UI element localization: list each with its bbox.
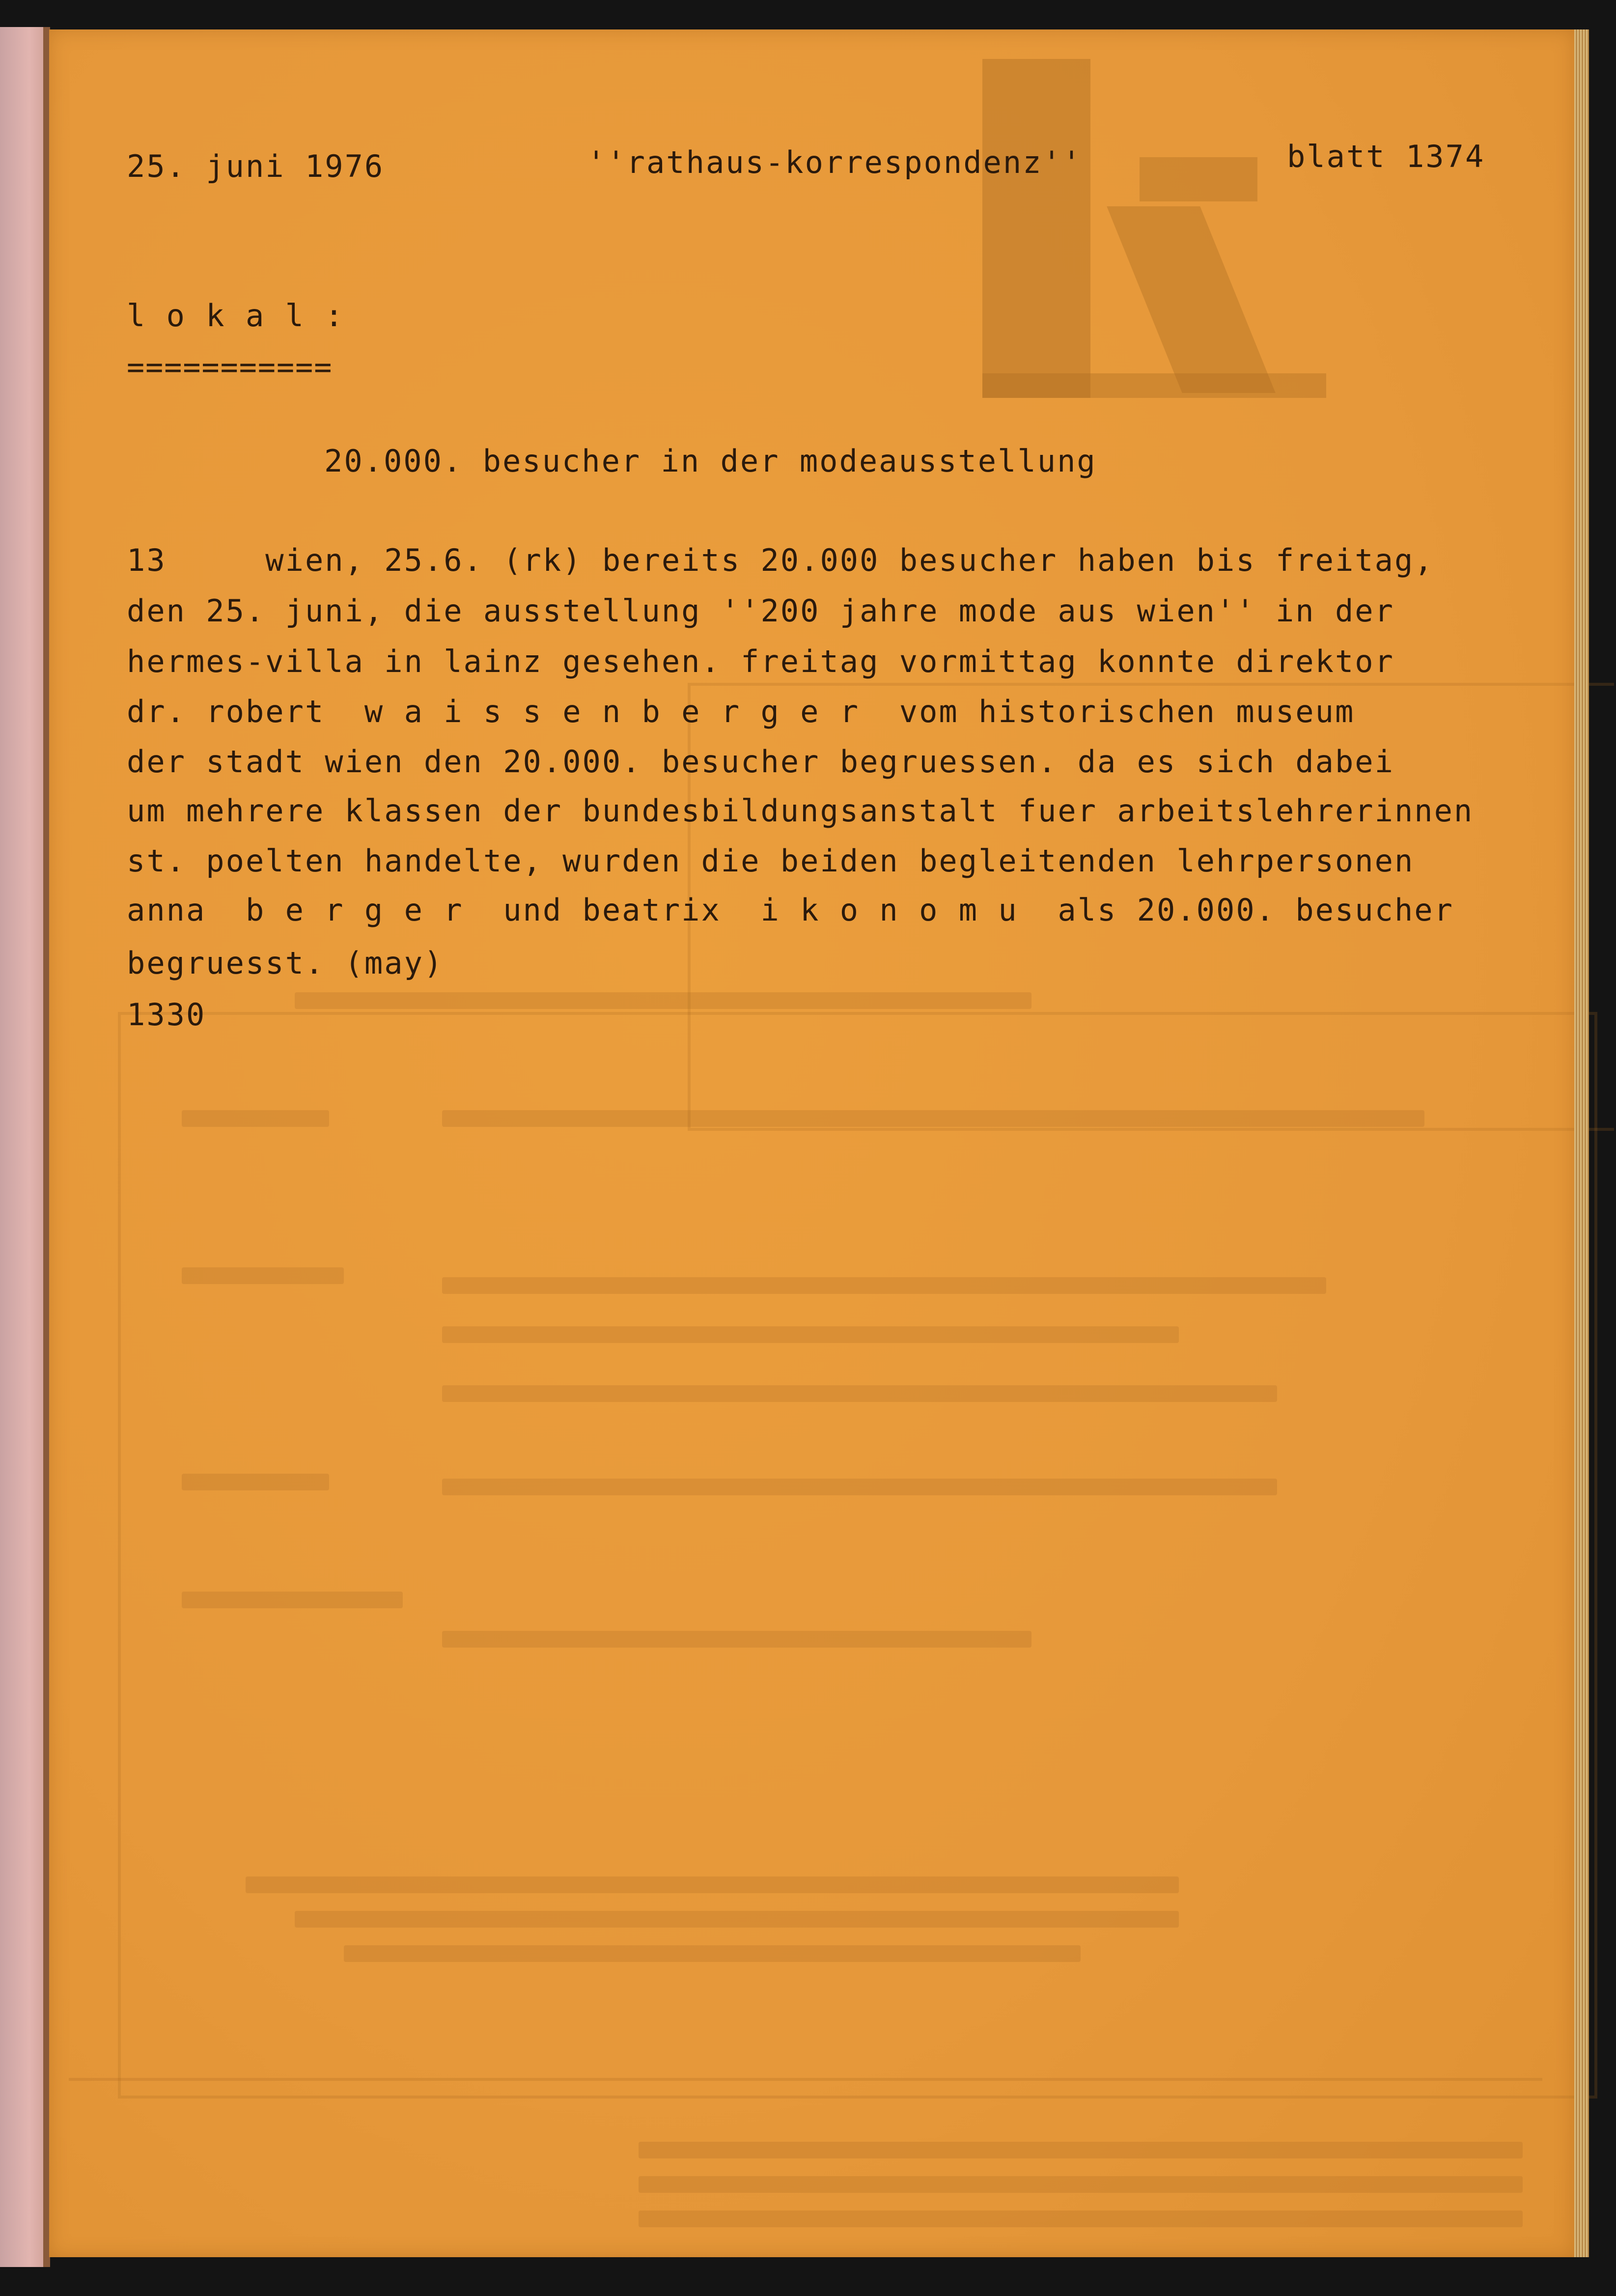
show-through-frame <box>118 1012 1597 2099</box>
section-rule: =========== <box>127 350 333 385</box>
header-date: 25. juni 1976 <box>127 148 385 184</box>
article-line: um mehrere klassen der bundesbildungsanstalt fuer arbeitslehrerinnen <box>127 793 1474 829</box>
article-line: der stadt wien den 20.000. besucher begruessen. da es sich dabei <box>127 744 1394 780</box>
article-line: 13 wien, 25.6. (rk) bereits 20.000 besucher haben bis freitag, <box>127 542 1434 578</box>
article-line: hermes-villa in lainz gesehen. freitag vormittag konnte direktor <box>127 644 1394 679</box>
article-line: begruesst. (may) <box>127 945 444 981</box>
section-label: l o k a l : <box>127 298 345 334</box>
article-line: dr. robert w a i s s e n b e r g e r vom historischen museum <box>127 694 1355 729</box>
header-page-number: blatt 1374 <box>1287 139 1485 174</box>
page-stack-edge <box>1574 29 1589 2257</box>
header-title: ''rathaus-korrespondenz'' <box>587 144 1083 180</box>
article-headline: 20.000. besucher in der modeausstellung <box>324 443 1097 479</box>
document-code: 1330 <box>127 997 206 1033</box>
left-page-edge <box>0 27 49 2267</box>
show-through-rule <box>69 2078 1542 2081</box>
article-line: st. poelten handelte, wurden die beiden begleitenden lehrpersonen <box>127 843 1415 879</box>
letterhead-show-through <box>982 59 1326 398</box>
article-line: anna b e r g e r und beatrix i k o n o m u als 20.000. besucher <box>127 892 1454 928</box>
article-line: den 25. juni, die ausstellung ''200 jahre mode aus wien'' in der <box>127 593 1394 629</box>
